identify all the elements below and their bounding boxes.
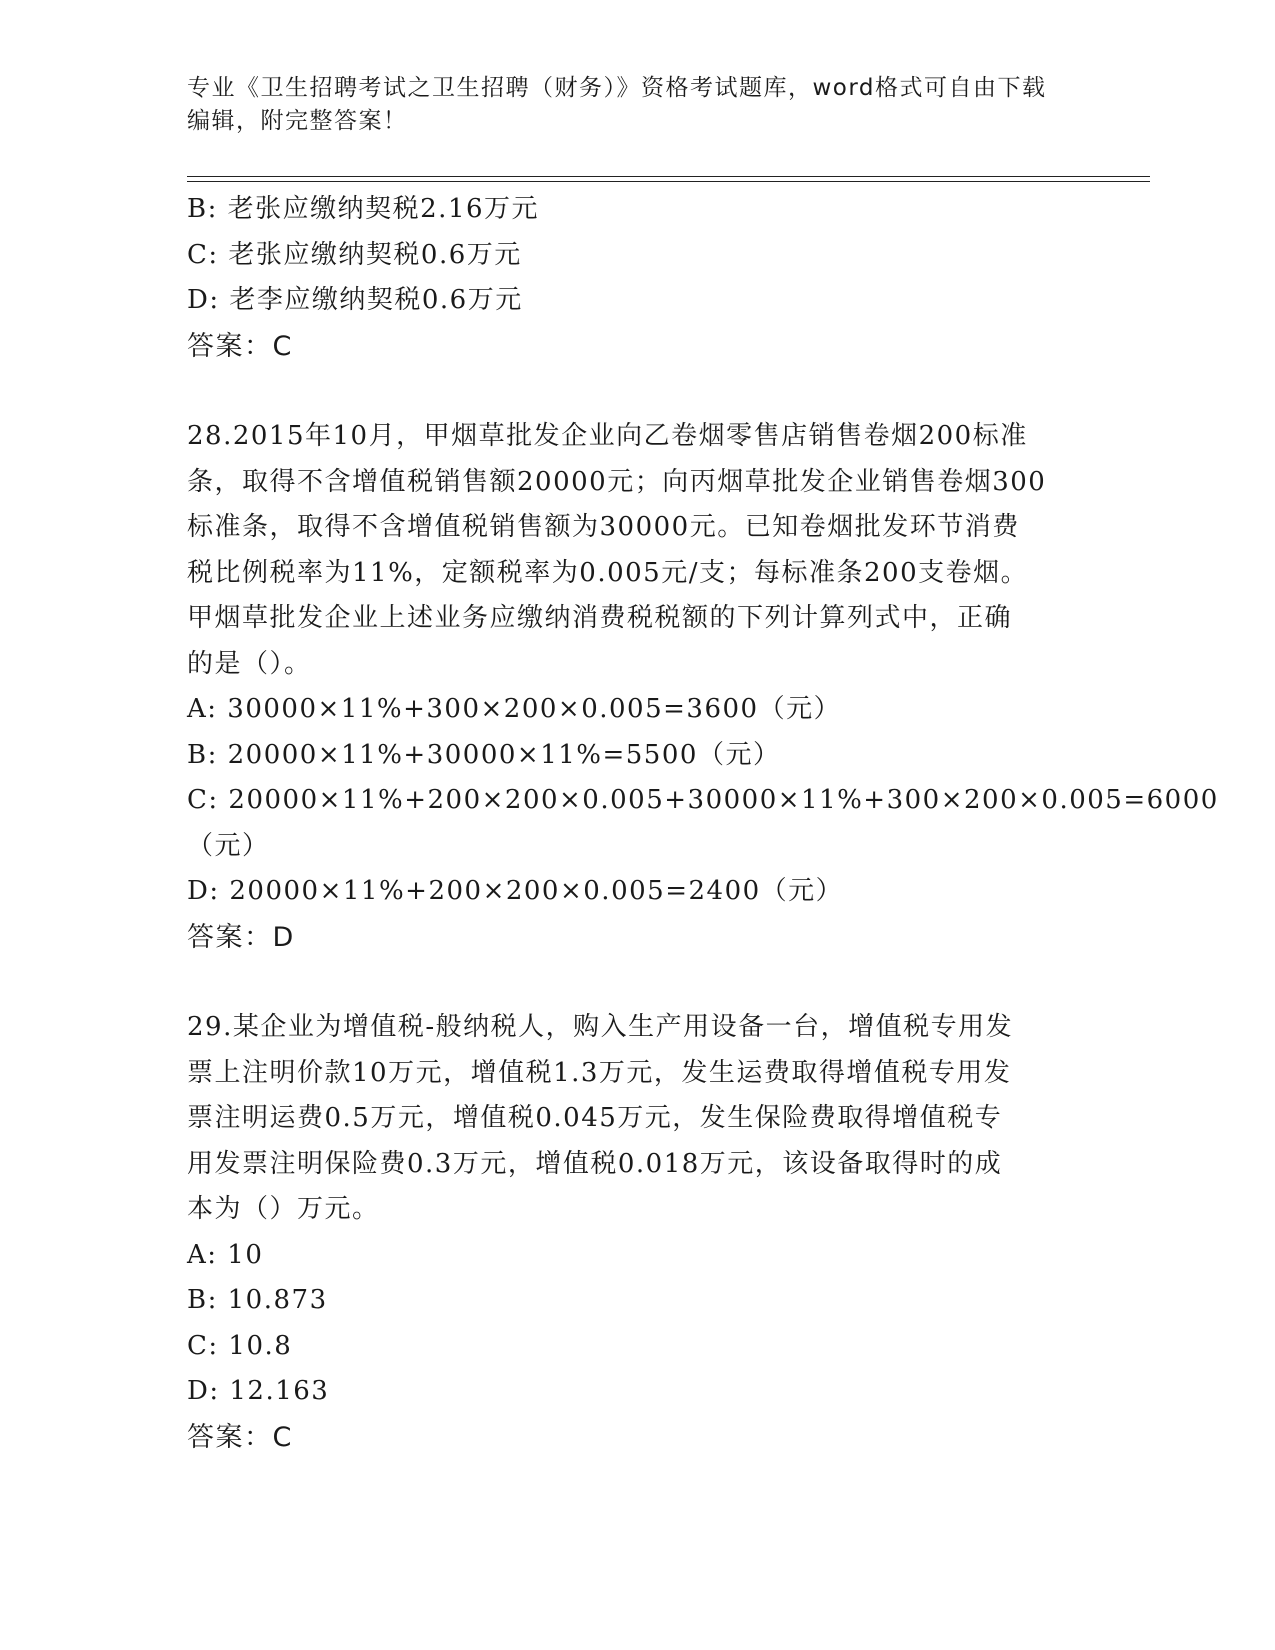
question-27-tail: [187, 187, 1087, 369]
q29-text-line: 票上注明价款10万元，增值税1.3万元，发生运费取得增值税专用发: [187, 1057, 1012, 1088]
spacer: [187, 960, 1087, 1005]
q27-option-c: C: 老张应缴纳契税0.6万元: [187, 239, 522, 270]
q28-option-c-continued: （元）: [187, 830, 270, 861]
q28-option-a: A: 30000×11%+300×200×0.005=3600（元）: [187, 694, 842, 724]
header-line-2: 编辑，附完整答案！: [187, 108, 408, 134]
q28-text-line: 条，取得不含增值税销售额20000元；向丙烟草批发企业销售卷烟300: [187, 466, 1047, 497]
q29-text-line: 用发票注明保险费0.3万元，增值税0.018万元，该设备取得时的成: [187, 1148, 1003, 1179]
header-divider-bottom: [187, 181, 1150, 182]
q27-option-b: B: 老张应缴纳契税2.16万元: [187, 194, 540, 224]
header-line-1: 专业《卫生招聘考试之卫生招聘（财务）》资格考试题库，word格式可自由下载: [187, 75, 1047, 101]
q28-text-line: 甲烟草批发企业上述业务应缴纳消费税税额的下列计算列式中，正确: [187, 603, 1013, 633]
q29-answer: 答案：C: [187, 1421, 293, 1453]
header-divider-top: [187, 176, 1150, 177]
q29-option-b: B: 10.873: [187, 1285, 328, 1315]
q28-answer: 答案：D: [187, 921, 295, 953]
document-body: [187, 187, 1219, 1460]
q28-option-c: C: 20000×11%+200×200×0.005+30000×11%+300×200×0.005=6000: [187, 785, 1219, 815]
q29-option-d: D: 12.163: [187, 1376, 330, 1406]
q29-option-a: A: 10: [187, 1239, 264, 1270]
q29-text-line: 本为（）万元。: [187, 1194, 380, 1224]
q29-text-line: 29.某企业为增值税-般纳税人，购入生产用设备一台，增值税专用发: [187, 1012, 1014, 1042]
document-header: [187, 72, 1087, 138]
q28-option-d: D: 20000×11%+200×200×0.005=2400（元）: [187, 876, 844, 906]
question-28: [187, 414, 1219, 960]
q28-text-line: 标准条，取得不含增值税销售额为30000元。已知卷烟批发环节消费: [187, 512, 1020, 542]
q28-text-line: 税比例税率为11%，定额税率为0.005元/支；每标准条200支卷烟。: [187, 557, 1029, 588]
question-29: [187, 1005, 1087, 1460]
q27-answer: 答案：C: [187, 330, 293, 362]
q27-option-d: D: 老李应缴纳契税0.6万元: [187, 285, 523, 315]
q28-text-line: 28.2015年10月，甲烟草批发企业向乙卷烟零售店销售卷烟200标准: [187, 421, 1028, 451]
q29-text-line: 票注明运费0.5万元，增值税0.045万元，发生保险费取得增值税专: [187, 1103, 1003, 1133]
spacer: [187, 369, 1087, 414]
q29-option-c: C: 10.8: [187, 1330, 293, 1361]
q28-text-line: 的是（）。: [187, 648, 312, 679]
q28-option-b: B: 20000×11%+30000×11%=5500（元）: [187, 739, 781, 770]
